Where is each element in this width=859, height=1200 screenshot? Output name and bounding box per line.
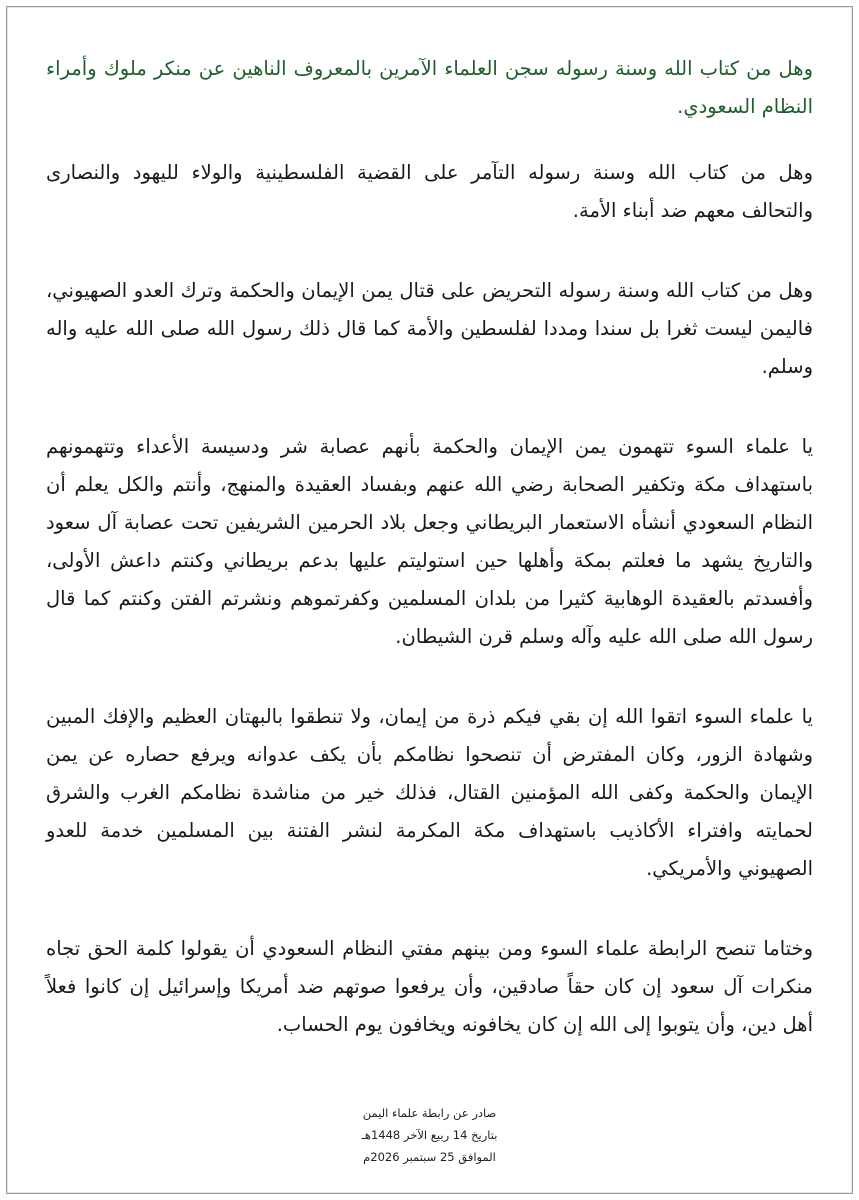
document-body xyxy=(46,50,813,1044)
gregorian-date: الموافق 25 سبتمبر 2026م xyxy=(363,1150,496,1164)
issuer-footer xyxy=(0,1102,859,1168)
paragraph-6: وختاما تنصح الرابطة علماء السوء ومن بينهم مفتي النظام السعودي أن يقولوا كلمة الحق تجاه منكرات آل سعود إن كان حقاً صادقين، وأن يرفعوا صوتهم ضد أمريكا وإسرائيل إن كانوا فعلاً أهل دين، وأن يتوبوا إلى الله إن كان يخافونه ويخافون يوم الحساب. xyxy=(46,937,813,1036)
paragraph-1: وهل من كتاب الله وسنة رسوله سجن العلماء الآمرين بالمعروف الناهين عن منكر ملوك وأمراء النظام السعودي. xyxy=(46,57,813,118)
hijri-date: بتاريخ 14 ربيع الآخر 1448هـ xyxy=(361,1128,498,1142)
paragraph-5: يا علماء السوء اتقوا الله إن بقي فيكم ذرة من إيمان، ولا تنطقوا بالبهتان العظيم والإفك المبين وشهادة الزور، وكان المفترض أن تنصحوا نظامكم بأن يكف عدوانه ويرفع حصاره عن يمن الإيمان والحكمة وكفى الله المؤمنين القتال، فذلك خير من مناشدة نظامكم الغرب والشرق لحمايته وافتراء الأكاذيب باستهداف مكة المكرمة لنشر الفتنة بين المسلمين خدمة للعدو الصهيوني والأمريكي. xyxy=(46,705,813,880)
paragraph-4: يا علماء السوء تتهمون يمن الإيمان والحكمة بأنهم عصابة شر ودسيسة الأعداء وتتهمونهم باستهداف مكة وتكفير الصحابة رضي الله عنهم وبفساد العقيدة والمنهج، وأنتم والكل يعلم أن النظام السعودي أنشأه الاستعمار البريطاني وجعل بلاد الحرمين الشريفين تحت عصابة آل سعود والتاريخ يشهد ما فعلتم بمكة وأهلها حين استوليتم عليها بدعم بريطاني وكنتم داعش الأولى، وأفسدتم بالعقيدة الوهابية كثيرا من بلدان المسلمين وكفرتموهم ونشرتم الفتن وكنتم كما قال رسول الله صلى الله عليه وآله وسلم قرن الشيطان. xyxy=(46,435,813,648)
issuer-name: صادر عن رابطة علماء اليمن xyxy=(362,1106,497,1120)
paragraph-3: وهل من كتاب الله وسنة رسوله التحريض على قتال يمن الإيمان والحكمة وترك العدو الصهيوني، فاليمن ليست ثغرا بل سندا ومددا لفلسطين والأمة كما قال ذلك رسول الله صلى الله عليه واله وسلم. xyxy=(46,279,813,378)
paragraph-2: وهل من كتاب الله وسنة رسوله التآمر على القضية الفلسطينية والولاء لليهود والنصارى والتحالف معهم ضد أبناء الأمة. xyxy=(46,161,813,222)
